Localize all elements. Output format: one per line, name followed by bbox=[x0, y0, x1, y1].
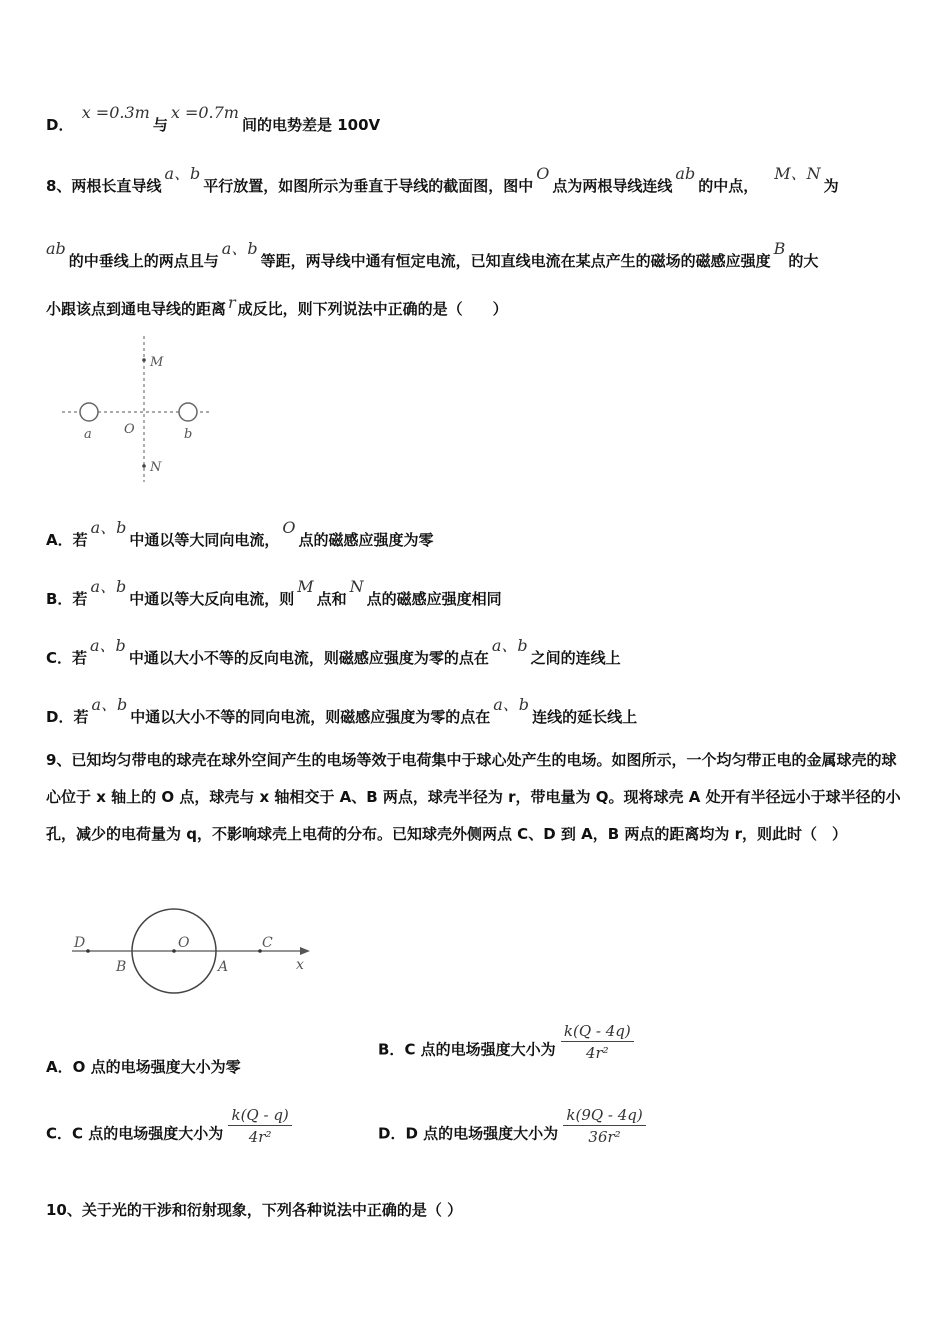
option-text: 点的磁感应强度相同 bbox=[366, 590, 502, 608]
q8-text: 的中点， bbox=[698, 177, 759, 195]
q8-text: 8、两根长直导线 bbox=[46, 177, 162, 195]
fraction-c bbox=[228, 1106, 291, 1146]
math-var: ab bbox=[675, 164, 696, 183]
option-text: 之间的连线上 bbox=[530, 649, 621, 667]
q9-figure bbox=[66, 905, 326, 1001]
q8-option-c bbox=[46, 636, 621, 668]
label-o: O bbox=[124, 422, 135, 437]
option-text: 点的磁感应强度为零 bbox=[298, 531, 434, 549]
q8-figure bbox=[58, 330, 228, 490]
connector-text: 与 bbox=[152, 116, 168, 134]
q8-option-a bbox=[46, 518, 434, 550]
q8-option-b bbox=[46, 577, 502, 609]
label-d: D bbox=[74, 935, 86, 951]
q10-stem: 10、关于光的干涉和衍射现象，下列各种说法中正确的是（ ） bbox=[46, 1201, 463, 1219]
math-x1: x =0.3m bbox=[81, 103, 150, 122]
label-n: N bbox=[150, 460, 162, 475]
point-n-dot bbox=[142, 464, 146, 468]
fraction-d bbox=[563, 1106, 645, 1146]
q9-stem: 9、已知均匀带电的球壳在球外空间产生的电场等效于电荷集中于球心处产生的电场。如图所示，一个均匀带正电的金属球壳的球心位于 x 轴上的 O 点，球壳与 x 轴相交于 A、B 两点，球壳半径为 r，带电量为 Q。现将球壳 A 处开有半径远小于球半径的小孔，减少的电荷量为 q，不影响球壳上电荷的分布。已知球壳外侧两点 C、D 到 A，B 两点的距离均为 r，则此时（ ） bbox=[46, 751, 901, 843]
q8-text: 小跟该点到通电导线的距离 bbox=[46, 300, 227, 318]
math-var: M bbox=[297, 577, 314, 596]
option-d-top bbox=[46, 103, 381, 135]
math-var: a、b bbox=[164, 164, 201, 183]
math-var: O bbox=[282, 518, 296, 537]
fraction-numerator: k(Q - q) bbox=[228, 1106, 291, 1126]
wire-b-circle bbox=[179, 403, 197, 421]
option-text: 中通以等大同向电流， bbox=[129, 531, 280, 549]
q8-option-d bbox=[46, 695, 638, 727]
q8-text: 的中垂线上的两点且与 bbox=[68, 252, 219, 270]
q9-option-b bbox=[378, 1022, 634, 1070]
option-text: 中通以大小不等的同向电流，则磁感应强度为零的点在 bbox=[130, 708, 491, 726]
x-axis-arrow bbox=[300, 947, 310, 955]
q8-line1 bbox=[46, 164, 839, 196]
math-x2: x =0.7m bbox=[170, 103, 239, 122]
option-text: 连线的延长线上 bbox=[532, 708, 638, 726]
option-text: D 点的电场强度大小为 bbox=[405, 1124, 559, 1143]
math-var: N bbox=[349, 577, 364, 596]
math-var: a、b bbox=[221, 239, 258, 258]
fraction-denominator: 4r² bbox=[585, 1044, 609, 1062]
label-c: C bbox=[262, 935, 273, 951]
q8-text: 成反比，则下列说法中正确的是（ ） bbox=[237, 300, 508, 318]
option-label: D． bbox=[378, 1124, 406, 1143]
label-a: a bbox=[84, 427, 92, 442]
math-var: a、b bbox=[90, 518, 127, 537]
option-text: 中通以等大反向电流，则 bbox=[129, 590, 295, 608]
q9-option-c bbox=[46, 1106, 292, 1154]
fraction-denominator: 36r² bbox=[588, 1128, 621, 1146]
option-text: 中通以大小不等的反向电流，则磁感应强度为零的点在 bbox=[128, 649, 489, 667]
math-var: a、b bbox=[90, 636, 126, 655]
q8-text: 等距，两导线中通有恒定电流，已知直线电流在某点产生的磁场的磁感应强度 bbox=[260, 252, 771, 270]
q8-text: 点为两根导线连线 bbox=[552, 177, 673, 195]
option-label: A． bbox=[46, 1058, 73, 1076]
q8-line3 bbox=[46, 293, 508, 319]
math-var: a、b bbox=[491, 636, 528, 655]
option-text: 间的电势差是 100V bbox=[241, 116, 381, 134]
math-var: a、b bbox=[90, 577, 127, 596]
label-b: b bbox=[184, 427, 193, 442]
math-var: M、N bbox=[774, 164, 821, 183]
math-var: O bbox=[536, 164, 550, 183]
point-d-dot bbox=[86, 949, 90, 953]
label-m: M bbox=[150, 355, 164, 370]
center-o-dot bbox=[172, 949, 176, 953]
math-var: r bbox=[228, 293, 236, 312]
option-text: C 点的电场强度大小为 bbox=[72, 1124, 224, 1143]
label-x: x bbox=[296, 957, 304, 973]
fraction-b bbox=[561, 1022, 634, 1062]
fraction-numerator: k(Q - 4q) bbox=[561, 1022, 634, 1042]
q8-line2 bbox=[46, 239, 819, 271]
option-label: A．若 bbox=[46, 531, 88, 549]
q8-text: 的大 bbox=[788, 252, 819, 270]
math-var: a、b bbox=[91, 695, 128, 714]
option-label: C．若 bbox=[46, 649, 88, 667]
q8-text: 平行放置，如图所示为垂直于导线的截面图，图中 bbox=[203, 177, 534, 195]
wire-a-circle bbox=[80, 403, 98, 421]
fraction-numerator: k(9Q - 4q) bbox=[563, 1106, 645, 1126]
point-m-dot bbox=[142, 358, 146, 362]
option-label: B． bbox=[378, 1040, 405, 1059]
option-label: D．若 bbox=[46, 708, 89, 726]
q9-option-d bbox=[378, 1106, 646, 1154]
math-var: a、b bbox=[493, 695, 530, 714]
option-label: C． bbox=[46, 1124, 73, 1143]
option-text: 点和 bbox=[316, 590, 347, 608]
option-text: C 点的电场强度大小为 bbox=[404, 1040, 556, 1059]
q9-option-a bbox=[46, 1056, 241, 1077]
math-var: ab bbox=[46, 239, 66, 258]
option-text: O 点的电场强度大小为零 bbox=[72, 1058, 241, 1076]
label-a: A bbox=[218, 959, 229, 975]
fraction-denominator: 4r² bbox=[248, 1128, 272, 1146]
label-o: O bbox=[178, 935, 190, 951]
label-b: B bbox=[116, 959, 127, 975]
option-label: D． bbox=[46, 116, 74, 134]
option-label: B．若 bbox=[46, 590, 88, 608]
math-var: B bbox=[773, 239, 786, 258]
q8-text: 为 bbox=[823, 177, 839, 195]
